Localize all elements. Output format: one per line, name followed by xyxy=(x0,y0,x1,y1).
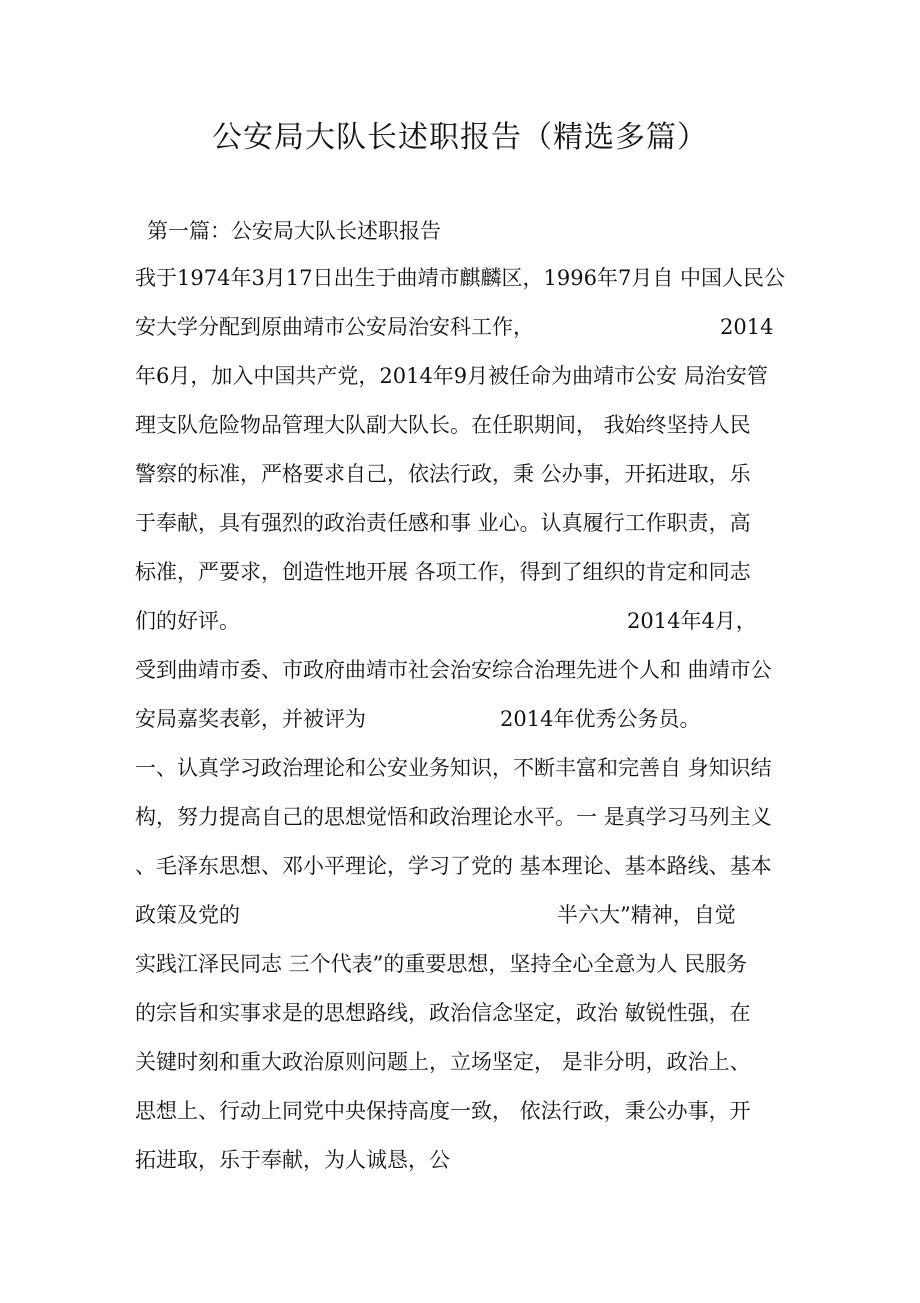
page-title: 公安局大队长述职报告（精选多篇） xyxy=(212,120,708,155)
paragraph-line: 关键时刻和重大政治原则问题上，立场坚定， 是非分明，政治上、 xyxy=(135,1050,751,1074)
paragraph-line: 政策及党的 xyxy=(135,903,240,927)
paragraph-line: 拓进取，乐于奉献，为人诚恳，公 xyxy=(135,1148,450,1172)
paragraph-line: 构，努力提高自己的思想觉悟和政治理论水平。一 是真学习马列主义 xyxy=(135,805,772,829)
section-heading: 第一篇：公安局大队长述职报告 xyxy=(147,219,441,243)
paragraph-line: 一、认真学习政治理论和公安业务知识，不断丰富和完善自 身知识结 xyxy=(135,756,772,780)
paragraph-line: 受到曲靖市委、市政府曲靖市社会治安综合治理先进个人和 曲靖市公 xyxy=(135,658,772,682)
paragraph-line-segment: 半六大”精神，自觉 xyxy=(557,903,736,927)
paragraph-line: 安局嘉奖表彰，并被评为 xyxy=(135,707,366,731)
paragraph-line-segment: 2014年4月， xyxy=(627,609,757,633)
paragraph-line: 思想上、行动上同党中央保持高度一致， 依法行政，秉公办事，开 xyxy=(135,1099,751,1123)
paragraph-line: 实践江泽民同志 三个代表”的重要思想，坚持全心全意为人 民服务 xyxy=(135,952,748,976)
paragraph-line: 警察的标准，严格要求自己，依法行政，秉 公办事，开拓进取，乐 xyxy=(135,462,751,486)
paragraph-line: 安大学分配到原曲靖市公安局治安科工作， xyxy=(135,315,534,339)
paragraph-line: 们的好评。 xyxy=(135,609,240,633)
paragraph-line: 年6月，加入中国共产党，2014年9月被任命为曲靖市公安 局治安管 xyxy=(135,364,768,388)
paragraph-line-segment: 2014 xyxy=(720,315,774,339)
paragraph-line: 理支队危险物品管理大队副大队长。在任职期间， 我始终坚持人民 xyxy=(135,413,751,437)
paragraph-line: 于奉献，具有强烈的政治责任感和事 业心。认真履行工作职责，高 xyxy=(135,511,751,535)
paragraph-line-segment: 2014年优秀公务员。 xyxy=(500,707,701,731)
paragraph-line: 的宗旨和实事求是的思想路线，政治信念坚定，政治 敏锐性强，在 xyxy=(135,1001,751,1025)
paragraph-line: 我于1974年3月17日出生于曲靖市麒麟区，1996年7月自 中国人民公 xyxy=(135,266,786,290)
paragraph-line: 、毛泽东思想、邓小平理论，学习了党的 基本理论、基本路线、基本 xyxy=(135,854,772,878)
paragraph-line: 标准，严要求，创造性地开展 各项工作，得到了组织的肯定和同志 xyxy=(135,560,751,584)
